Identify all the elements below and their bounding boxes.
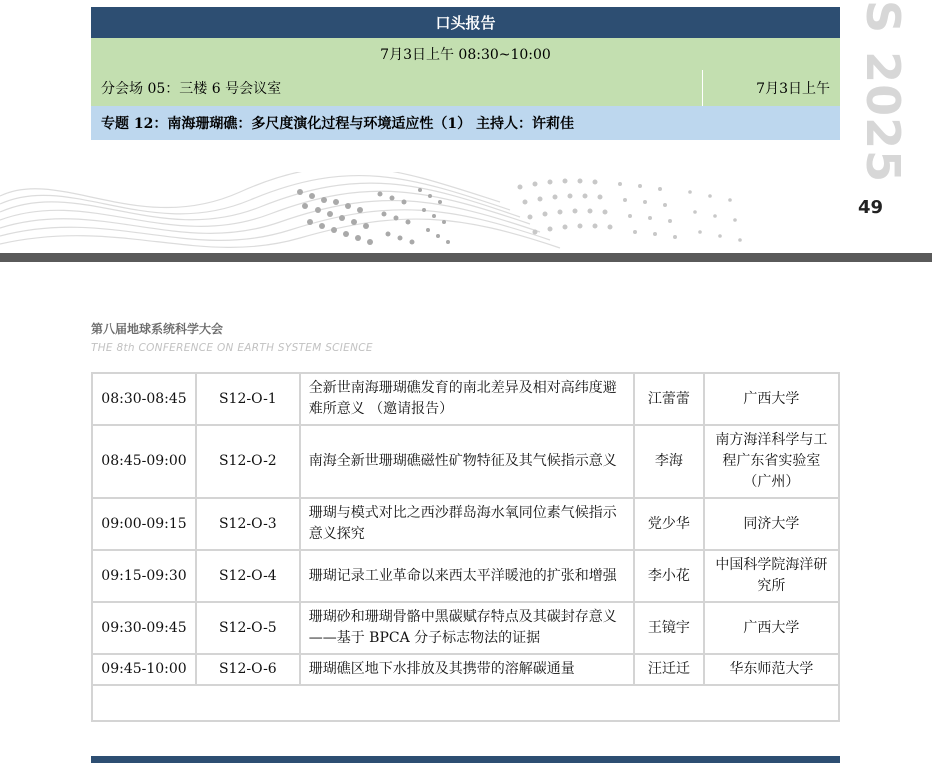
topic: 专题 12：南海珊瑚礁：多尺度演化过程与环境适应性（1） 主持人：许莉佳 (101, 116, 574, 132)
schedule-body (92, 373, 839, 721)
talk-code: S12-O-5 (196, 602, 300, 654)
talk-code: S12-O-6 (196, 654, 300, 685)
topic-row (91, 106, 840, 140)
speaker-name: 江蕾蕾 (634, 373, 704, 425)
speaker-institution: 广西大学 (704, 373, 839, 425)
conference-name-en: THE 8th CONFERENCE ON EARTH SYSTEM SCIENCE (91, 342, 373, 354)
session-header-table (91, 7, 840, 140)
watermark-year: S 2025 (856, 0, 910, 184)
talk-code: S12-O-3 (196, 498, 300, 550)
venue: 分会场 05：三楼 6 号会议室 (91, 70, 703, 106)
talk-title: 珊瑚记录工业革命以来西太平洋暖池的扩张和增强 (300, 550, 634, 602)
talk-title: 全新世南海珊瑚礁发育的南北差异及相对高纬度避难所意义 （邀请报告） (300, 373, 634, 425)
section-title: 口头报告 (435, 14, 496, 32)
table-row (92, 425, 839, 498)
table-row (92, 602, 839, 654)
speaker-institution: 南方海洋科学与工程广东省实验室（广州） (704, 425, 839, 498)
speaker-name: 李海 (634, 425, 704, 498)
page-top (0, 0, 932, 253)
session-time: 7月3日上午 08:30~10:00 (380, 47, 551, 63)
speaker-institution: 华东师范大学 (704, 654, 839, 685)
decorative-wave-band (0, 172, 932, 253)
talk-code: S12-O-2 (196, 425, 300, 498)
table-row (92, 550, 839, 602)
talk-time: 09:00-09:15 (92, 498, 196, 550)
talk-title: 珊瑚礁区地下水排放及其携带的溶解碳通量 (300, 654, 634, 685)
talk-time: 09:30-09:45 (92, 602, 196, 654)
talk-title: 珊瑚砂和珊瑚骨骼中黑碳赋存特点及其碳封存意义——基于 BPCA 分子标志物法的证据 (300, 602, 634, 654)
talk-title: 珊瑚与模式对比之西沙群岛海水氧同位素气候指示意义探究 (300, 498, 634, 550)
venue-row (91, 70, 840, 106)
table-row (92, 498, 839, 550)
section-title-row (91, 7, 840, 38)
speaker-name: 王镜宇 (634, 602, 704, 654)
empty-cell (92, 685, 839, 721)
talk-time: 09:15-09:30 (92, 550, 196, 602)
speaker-name: 党少华 (634, 498, 704, 550)
session-time-row (91, 38, 840, 70)
talk-time: 09:45-10:00 (92, 654, 196, 685)
speaker-institution: 同济大学 (704, 498, 839, 550)
talk-title: 南海全新世珊瑚礁磁性矿物特征及其气候指示意义 (300, 425, 634, 498)
table-row (92, 373, 839, 425)
page-bottom (0, 262, 932, 763)
table-row (92, 654, 839, 685)
page-number: 49 (858, 197, 884, 218)
talk-code: S12-O-1 (196, 373, 300, 425)
venue-date: 7月3日上午 (756, 81, 830, 97)
next-section-header-bar (91, 756, 840, 763)
speaker-institution: 中国科学院海洋研究所 (704, 550, 839, 602)
speaker-institution: 广西大学 (704, 602, 839, 654)
table-row-empty (92, 685, 839, 721)
schedule-table (91, 372, 840, 722)
speaker-name: 李小花 (634, 550, 704, 602)
conference-name-cn: 第八届地球系统科学大会 (91, 322, 224, 336)
talk-time: 08:45-09:00 (92, 425, 196, 498)
speaker-name: 汪迁迁 (634, 654, 704, 685)
talk-time: 08:30-08:45 (92, 373, 196, 425)
talk-code: S12-O-4 (196, 550, 300, 602)
